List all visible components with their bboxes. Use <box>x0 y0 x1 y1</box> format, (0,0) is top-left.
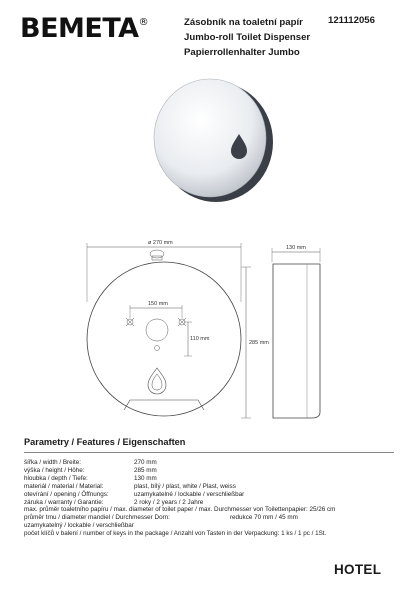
title-cz: Zásobník na toaletní papír <box>184 17 303 28</box>
specs-heading: Parametry / Features / Eigenschaften <box>24 437 186 447</box>
category-label: HOTEL <box>334 562 382 577</box>
product-photo <box>150 76 275 204</box>
spec-row: max. průměr toaletního papíru / max. diameter of toilet paper / max. Durchmesser von Toilettenpapier: 25/26 cm <box>24 506 336 514</box>
mandrel-circle <box>146 319 168 341</box>
depth-label: 130 mm <box>286 245 306 251</box>
spec-row: uzamykatelný / lockable / verschließbar <box>24 522 134 530</box>
diameter-label: ø 270 mm <box>148 240 173 246</box>
spec-row: šířka / width / Breite: 270 mm <box>24 459 157 466</box>
registered-mark: ® <box>138 17 149 28</box>
hole-height-label: 110 mm <box>190 336 210 342</box>
spec-row: výška / height / Höhe: 285 mm <box>24 466 157 474</box>
title-en: Jumbo-roll Toilet Dispenser <box>184 32 311 43</box>
product-code: 121112056 <box>328 15 375 26</box>
dispenser-base <box>124 400 204 410</box>
technical-drawing <box>0 232 414 432</box>
brand-logo <box>20 13 148 44</box>
dispenser-front-outline <box>87 262 241 416</box>
brand-name: BEMETA <box>20 13 139 44</box>
spec-row: hloubka / depth / Tiefe: 130 mm <box>24 474 157 482</box>
spec-row: záruka / warranty / Garantie: 2 roky / 2 years / 2 Jahre <box>24 498 204 506</box>
hole-spacing-label: 150 mm <box>148 301 168 307</box>
spec-row: průměr trnu / diameter mandiel / Durchmesser Dorn: redukce 70 mm / 45 mm <box>24 514 298 522</box>
specs-section <box>24 437 394 538</box>
spec-row: počet klíčů v balení / number of keys in the package / Anzahl von Tasten in der Verpackung: 1 ks / 1 pc / 1St. <box>24 530 327 538</box>
product-titles <box>184 15 310 60</box>
specs-divider <box>24 452 394 453</box>
title-de: Papierrollenhalter Jumbo <box>184 47 300 58</box>
dispenser-body <box>154 79 266 197</box>
spec-row: materiál / material / Material: plast, bílý / plast, white / Plast, weiss <box>24 482 236 490</box>
dispenser-side-outline <box>273 264 320 418</box>
spec-row: otevírání / opening / Öffnungs: uzamykatelné / lockable / verschließbar <box>24 490 245 498</box>
height-label: 285 mm <box>249 340 269 346</box>
